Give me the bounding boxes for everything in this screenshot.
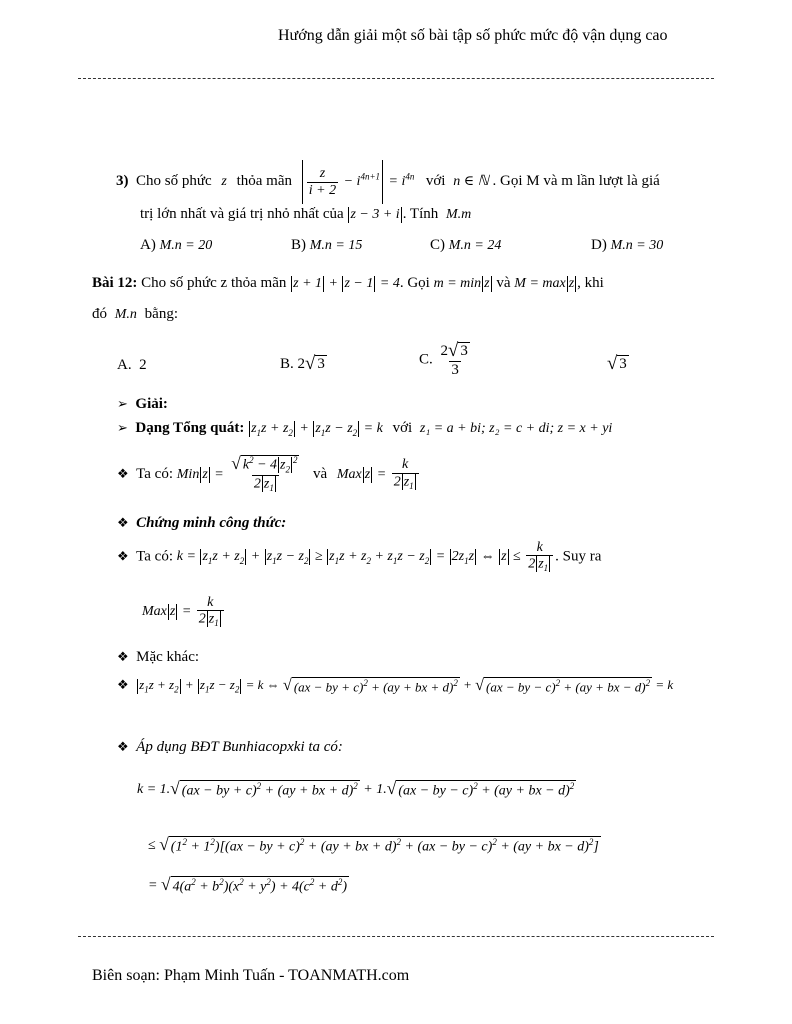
- bunhia-line2: [148, 836, 601, 856]
- mat-khac-line: [117, 649, 199, 666]
- bai12-option-a-value: 2: [139, 357, 147, 373]
- q3-option-c-value: M.n = 24: [448, 238, 502, 253]
- chung-minh-line: [117, 515, 286, 532]
- diamond-bullet-icon: ❖: [117, 467, 129, 483]
- bai12-option-c-value: 2: [440, 342, 449, 359]
- max-formula: Max z = $\frac{k}{2 z_1}$: [337, 467, 421, 482]
- bai12-option-d: [607, 355, 629, 374]
- q3-number: 3): [116, 173, 129, 190]
- giai-label: Giải:: [135, 396, 168, 412]
- bunhia-formula-2: ≤ √ $(1^2 + 1^2)[(ax$ − by + c)$^2$ + (ay + bx + d)$^2$ + (ax − by − c)$^2$ + (ay + bx − d)$^2$]: [148, 834, 599, 855]
- bai12-line2: [92, 306, 178, 323]
- q3-line2: [140, 206, 471, 223]
- bai12-text-d: , khi: [577, 275, 604, 291]
- bai12-line2-a: đó: [92, 306, 107, 322]
- bai12-option-c: [419, 342, 474, 378]
- bai12-line2-var: M.n: [114, 307, 137, 322]
- bai12-option-c-frac: 2 √ 3 3: [440, 340, 468, 378]
- diamond-bullet-icon: ❖: [117, 678, 129, 694]
- mat-khac-label: Mặc khác:: [136, 649, 200, 665]
- q3-option-d-label: D): [591, 237, 607, 253]
- q3-option-d: [591, 237, 663, 254]
- q3-line2-end: . Tính: [402, 206, 439, 222]
- diamond-bullet-icon: ❖: [117, 516, 129, 531]
- bai12-option-a-label: A.: [117, 357, 132, 373]
- giai-line: [117, 396, 168, 413]
- bunhia-line1: [137, 780, 576, 800]
- bai12-cond-formula: z + 1 + z − 1 = 4: [293, 276, 400, 291]
- arrow-bullet-icon: ➢: [117, 421, 128, 436]
- bai12-text-b: . Gọi: [399, 275, 430, 291]
- apdung-label: Áp dụng BĐT Bunhiacopxki ta có:: [136, 739, 343, 755]
- q3-line2-expr-text: z − 3 + i: [350, 207, 400, 222]
- bai12-option-b-value: 2: [297, 355, 306, 372]
- q3-option-b: [291, 237, 362, 254]
- max-result-formula: Max z = $\frac{k}{2 z_1}$: [142, 604, 226, 619]
- taco-line: [117, 455, 421, 494]
- q3-text-a: Cho số phức: [136, 173, 212, 190]
- q3-option-b-value: M.n = 15: [309, 238, 363, 253]
- diamond-bullet-icon: ❖: [117, 549, 129, 565]
- q3-option-d-value: M.n = 30: [610, 238, 664, 253]
- q3-option-a: [140, 237, 212, 254]
- q3-option-c: [430, 237, 501, 254]
- proof-formula: $k = z_1z + z_2 + z_1z - z_2 \ge z_1z + z_2 + z_1z - z_2 = 2z_1z$ ⇔ z ≤ $\frac{k}{2 z_1}$: [177, 549, 555, 564]
- header-divider: [78, 78, 714, 79]
- dang-label: Dạng Tổng quát:: [135, 420, 245, 436]
- bai12-cond-value: = 4: [379, 276, 400, 291]
- va-label: và: [312, 466, 328, 483]
- bai12-m-def-text: m = min: [433, 276, 482, 291]
- bai12-text-a: Cho số phức z thỏa mãn: [141, 275, 287, 291]
- q3-line2-expr: [347, 207, 402, 222]
- q3-option-a-label: A): [140, 237, 156, 253]
- bai12-M-def: M = max z: [514, 276, 575, 291]
- bai12-option-b-sqrt: √ 3: [305, 353, 325, 374]
- bai12-text-c: và: [496, 275, 511, 291]
- bai12-M-def-text: M = max: [514, 276, 566, 291]
- bai12-line2-b: bằng:: [144, 306, 178, 322]
- bunhia-line3: [148, 876, 349, 896]
- dang-line: [117, 420, 612, 438]
- bunhia-formula-3: = √ $4(a^2 + b^2)(x^2 + y^2) + 4(c^2 + d^2)$: [148, 874, 348, 895]
- equiv-formula: $z_1z + z_2 + z_1z - z_2 = k$ ⇔ √ (ax − by + c)$^2$ + (ay + bx + d)$^2$ + √ (ax − by − c)$^2$ + (ay + bx − d)$^2$ = k: [139, 676, 674, 695]
- taco-label: Ta có:: [136, 466, 174, 483]
- q3-text-b: thỏa mãn: [236, 173, 292, 190]
- q3-text-d: . Gọi M và m lần lượt là giá: [492, 173, 660, 190]
- q3-option-c-label: C): [430, 237, 445, 253]
- bai12-m-def: m = min z: [433, 276, 490, 291]
- min-formula: Min z = √ $k^2 - 4$ $z_2^2$ 2 $z_1$: [176, 453, 298, 494]
- apdung-line: [117, 739, 343, 756]
- equiv-line: [117, 677, 673, 695]
- arrow-bullet-icon: ➢: [117, 397, 128, 412]
- bunhia-formula-1: k = 1. √ (ax − by + c)$^2$ + (ay + bx + d)$^2$ + 1. √ (ax − by − c)$^2$ + (ay + bx − d)$^2$: [137, 778, 575, 799]
- q3-var-z: z: [221, 174, 227, 190]
- bai12-option-b-label: B.: [280, 355, 294, 372]
- footer-divider: [78, 936, 714, 937]
- chung-minh-label: Chứng minh công thức:: [136, 515, 287, 531]
- bai12-option-a: [117, 357, 147, 374]
- dang-formula: $z_1z + z_2 + z_1z - z_2 = k$: [251, 421, 383, 438]
- diamond-bullet-icon: ❖: [117, 650, 129, 665]
- suy-ra-label: . Suy ra: [555, 548, 602, 565]
- q3-option-a-value: M.n = 20: [159, 238, 213, 253]
- bai12-option-b: [280, 355, 327, 374]
- q3-text-c: với: [425, 173, 446, 190]
- bai12-option-d-sqrt: √ 3: [607, 353, 627, 374]
- taco2-line: [117, 540, 601, 574]
- taco2-label: Ta có:: [136, 548, 174, 565]
- max-result: [142, 595, 226, 629]
- q3-cond: n ∈ ℕ: [453, 174, 489, 190]
- q3-option-b-label: B): [291, 237, 306, 253]
- q3-line2-text: trị lớn nhất và giá trị nhỏ nhất của: [140, 206, 344, 222]
- footer-author: Biên soạn: Phạm Minh Tuấn - TOANMATH.com: [92, 967, 410, 984]
- dang-vars: z₁ = a + bi; z₂ = c + di; z = x + yi: [419, 421, 613, 436]
- bai12-title: Bài 12:: [92, 275, 138, 291]
- q3-line2-var: M.m: [446, 207, 472, 222]
- dang-with: với: [392, 420, 413, 436]
- bai12-line1: [92, 275, 604, 292]
- page-header-title: Hướng dẫn giải một số bài tập số phức mức độ vận dụng cao: [278, 27, 668, 44]
- bai12-option-c-label: C.: [419, 351, 433, 368]
- diamond-bullet-icon: ❖: [117, 740, 129, 755]
- q3-condition-formula: $\frac{z}{i + 2}$ − $i^{4n+1} = i^{4n}$: [300, 174, 418, 189]
- q3-line1: [116, 160, 660, 204]
